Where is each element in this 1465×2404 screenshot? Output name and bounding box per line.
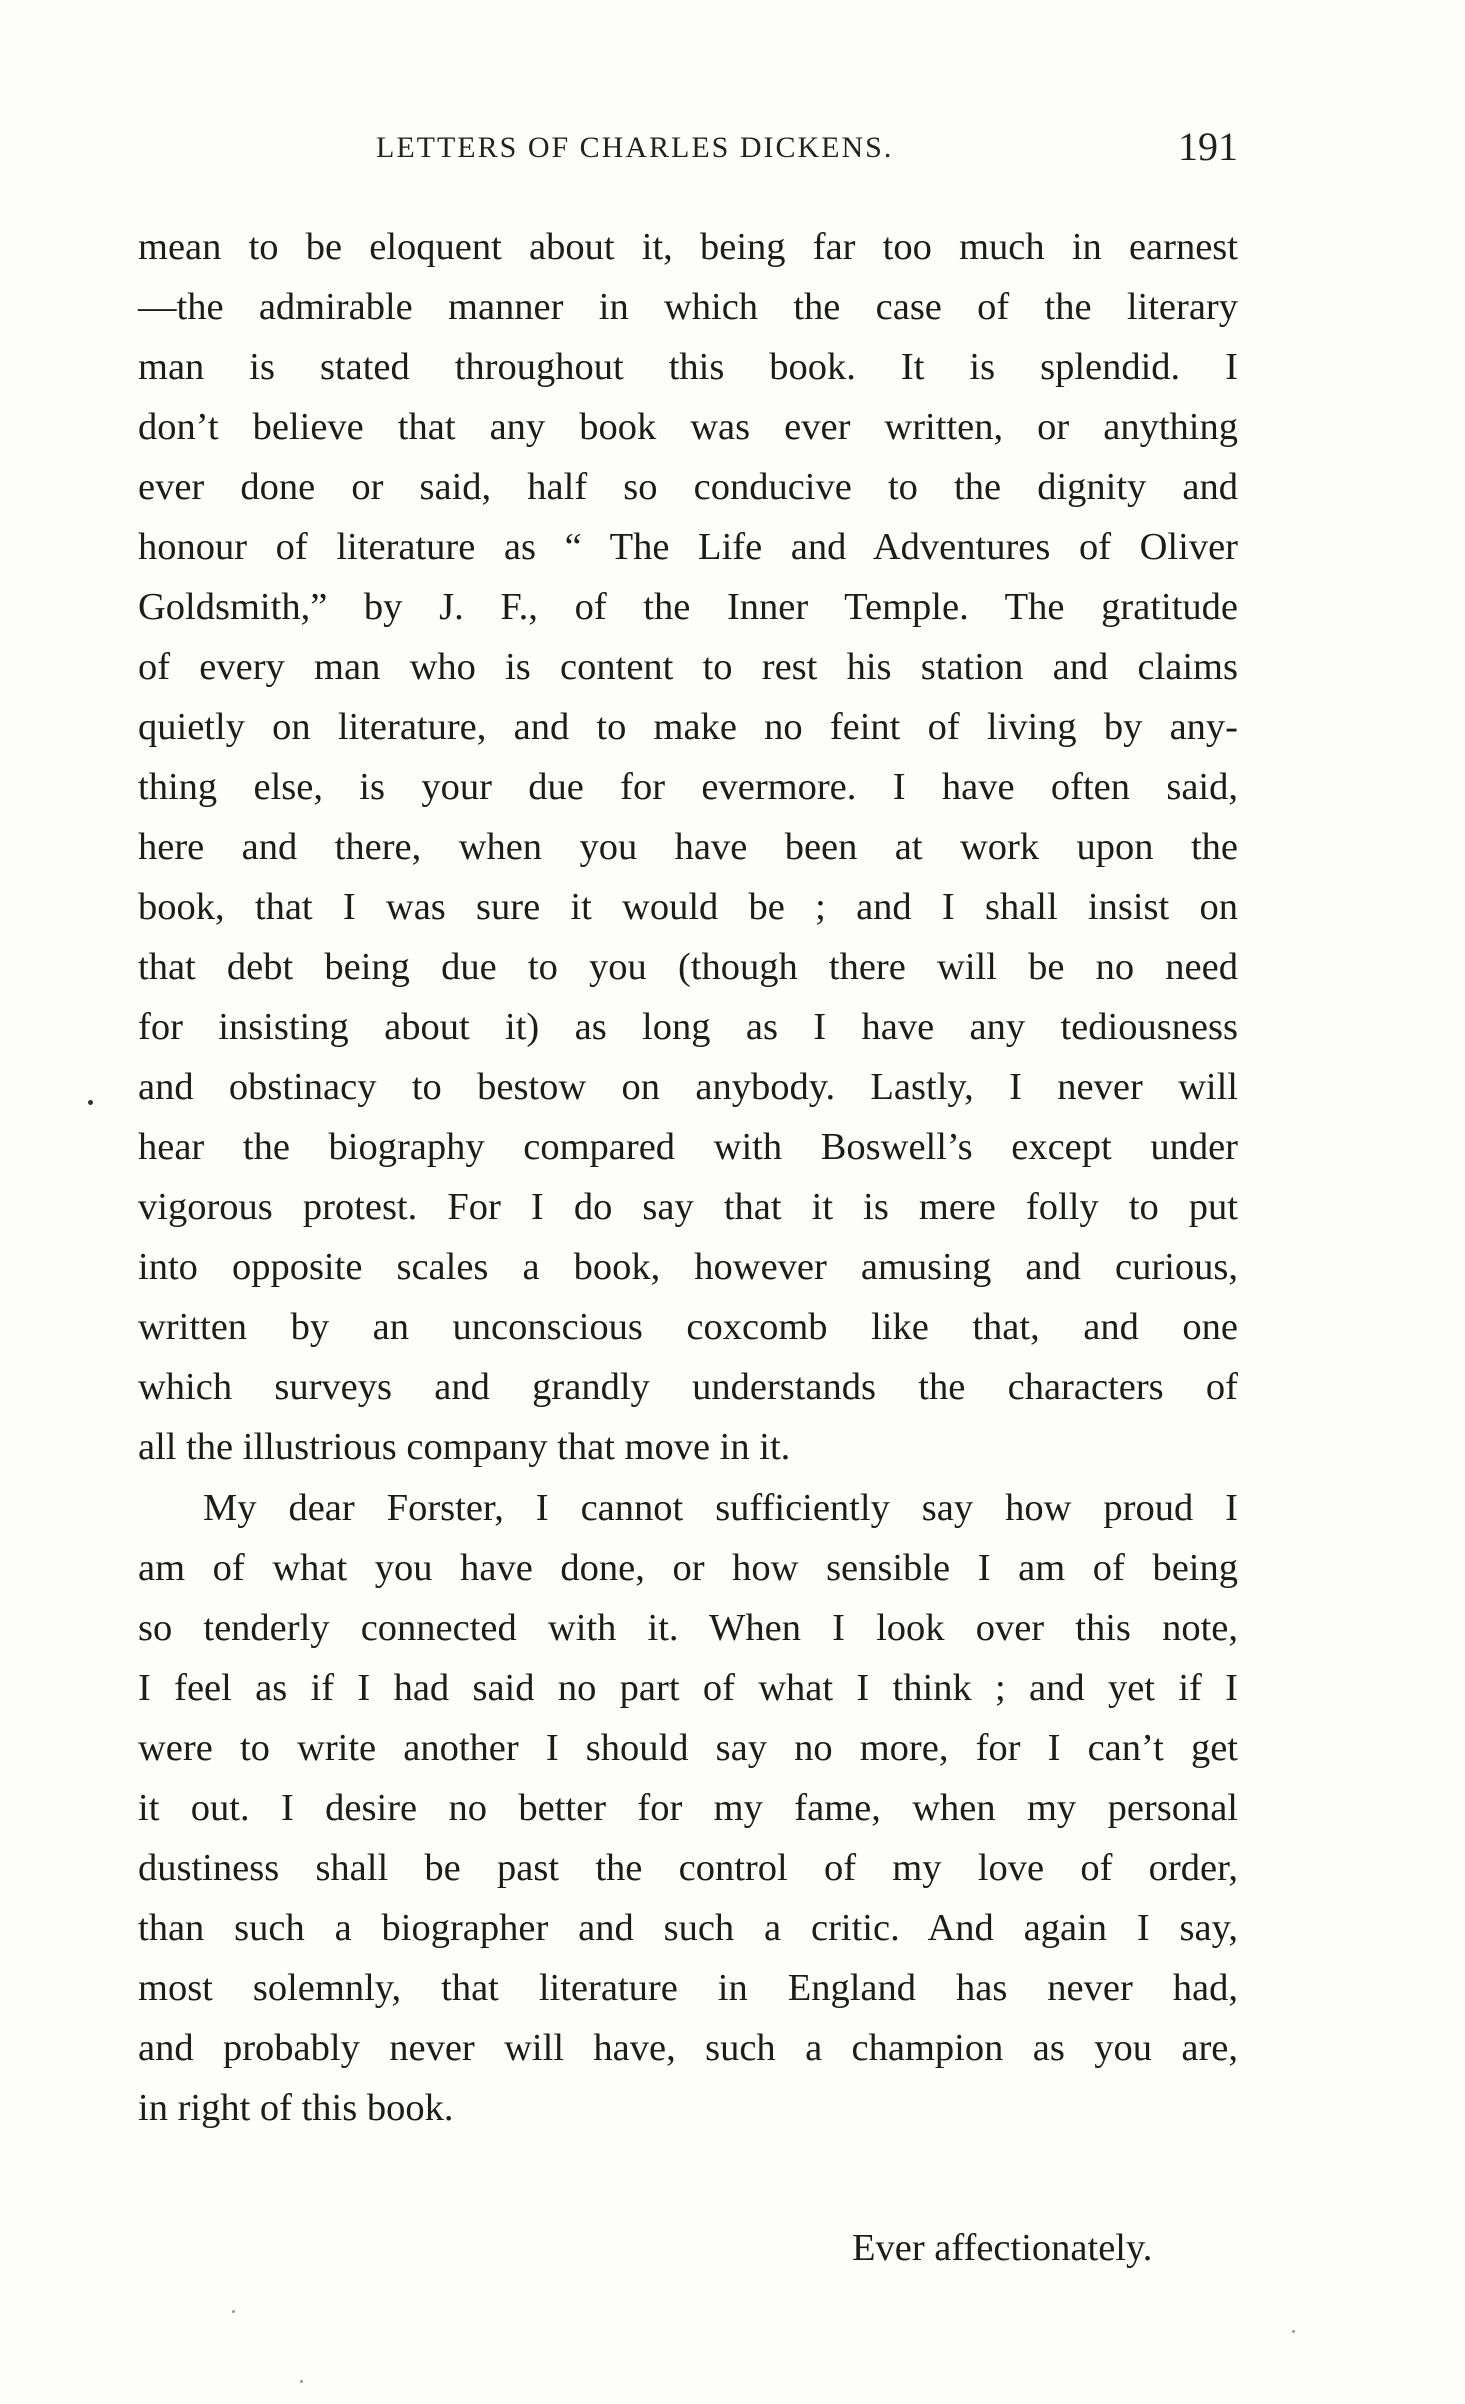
text-line: that debt being due to you (though there will be no need [138,946,1238,988]
text-line: book, that I was sure it would be ; and I shall insist on [138,886,1238,928]
text-line: than such a biographer and such a critic. And again I say, [138,1907,1238,1949]
text-line: I feel as if I had said no part of what I think ; and yet if I [138,1667,1238,1709]
margin-mark [88,1100,93,1105]
text-line: mean to be eloquent about it, being far too much in earnest [138,226,1238,268]
text-line: My dear Forster, I cannot sufficiently say how proud I [203,1487,1238,1529]
text-line: honour of literature as “ The Life and Adventures of Oliver [138,526,1238,568]
text-line: quietly on literature, and to make no feint of living by any- [138,706,1238,748]
text-line: in right of this book. [138,2087,454,2129]
running-head [138,125,1238,175]
text-line: and obstinacy to bestow on anybody. Lastly, I never will [138,1066,1238,1108]
closing-signoff: Ever affectionately. [852,2227,1153,2269]
text-line: man is stated throughout this book. It is splendid. I [138,346,1238,388]
text-line: most solemnly, that literature in England has never had, [138,1967,1238,2009]
text-line: hear the biography compared with Boswell’s except under [138,1126,1238,1168]
text-line: —the admirable manner in which the case of the literary [138,286,1238,328]
text-line: ever done or said, half so conducive to the dignity and [138,466,1238,508]
text-line: here and there, when you have been at work upon the [138,826,1238,868]
text-line: were to write another I should say no more, for I can’t get [138,1727,1238,1769]
paper-speck [300,2380,303,2383]
page-number: 191 [1178,124,1238,169]
text-line: don’t believe that any book was ever written, or anything [138,406,1238,448]
text-line: thing else, is your due for evermore. I have often said, [138,766,1238,808]
paper-speck [232,2310,235,2313]
text-line: which surveys and grandly understands the characters of [138,1366,1238,1408]
text-line: written by an unconscious coxcomb like that, and one [138,1306,1238,1348]
text-line: Goldsmith,” by J. F., of the Inner Temple. The gratitude [138,586,1238,628]
text-line: am of what you have done, or how sensible I am of being [138,1547,1238,1589]
text-line: so tenderly connected with it. When I look over this note, [138,1607,1238,1649]
text-line: dustiness shall be past the control of my love of order, [138,1847,1238,1889]
text-line: for insisting about it) as long as I have any tediousness [138,1006,1238,1048]
text-line: into opposite scales a book, however amusing and curious, [138,1246,1238,1288]
text-line: all the illustrious company that move in it. [138,1426,791,1468]
text-line: of every man who is content to rest his station and claims [138,646,1238,688]
text-line: vigorous protest. For I do say that it is mere folly to put [138,1186,1238,1228]
text-line: it out. I desire no better for my fame, when my personal [138,1787,1238,1829]
paper-speck [1292,2330,1295,2333]
running-title: LETTERS OF CHARLES DICKENS. [376,131,894,164]
text-line: and probably never will have, such a champion as you are, [138,2027,1238,2069]
